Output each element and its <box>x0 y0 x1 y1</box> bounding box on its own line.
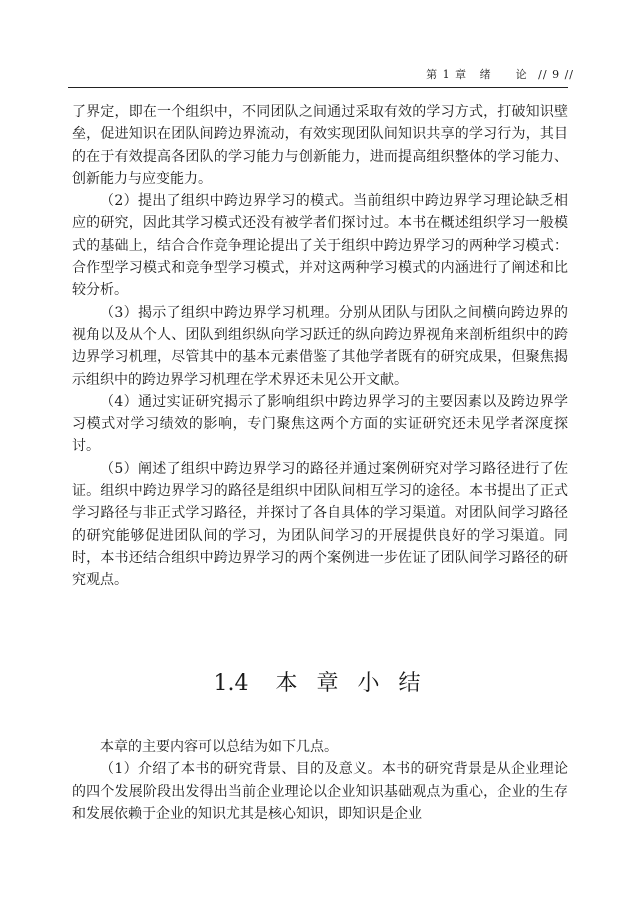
chapter-label: 第 1 章 <box>426 68 468 81</box>
paragraph-point-4: （4）通过实证研究揭示了影响组织中跨边界学习的主要因素以及跨边界学习模式对学习绩效的影响，专门聚焦这两个方面的实证研究还未见学者深度探讨。 <box>72 393 568 455</box>
main-text <box>72 101 568 592</box>
header-rule <box>68 87 568 88</box>
section-heading <box>72 666 568 697</box>
paragraph-point-5: （5）阐述了组织中跨边界学习的路径并通过案例研究对学习路径进行了佐证。组织中跨边界学习的路径是组织中团队间相互学习的途径。本书提出了正式学习路径与非正式学习路径，并探讨了各自具体的学习渠道。对团队间学习路径的研究能够促进团队间的学习，为团队间学习的开展提供良好的学习渠道。同时，本书还结合组织中跨边界学习的两个案例进一步佐证了团队间学习路径的研究观点。 <box>72 460 568 589</box>
summary-intro: 本章的主要内容可以总结为如下几点。 <box>100 739 338 755</box>
paragraph-point-2: （2）提出了组织中跨边界学习的模式。当前组织中跨边界学习理论缺乏相应的研究，因此其学习模式还没有被学者们探讨过。本书在概述组织学习一般模式的基础上，结合合作竞争理论提出了关于组织中跨边界学习的两种学习模式：合作型学习模式和竞争型学习模式，并对这两种学习模式的内涵进行了阐述和比较分析。 <box>72 193 568 299</box>
section-title: 本 章 小 结 <box>275 671 427 696</box>
summary-text <box>72 736 568 825</box>
paragraph-continued: 了界定，即在一个组织中，不同团队之间通过采取有效的学习方式，打破知识壁垒，促进知识在团队间跨边界流动，有效实现团队间知识共享的学习行为，其目的在于有效提高各团队的学习能力与创新能力，进而提高组织整体的学习能力、创新能力与应变能力。 <box>72 104 568 187</box>
summary-point-1: （1）介绍了本书的研究背景、目的及意义。本书的研究背景是从企业理论的四个发展阶段出发得出当前企业理论以企业知识基础观点为重心，企业的生存和发展依赖于企业的知识尤其是核心知识，即知识是企业 <box>72 761 568 822</box>
paragraph-point-3: （3）揭示了组织中跨边界学习机理。分别从团队与团队之间横向跨边界的视角以及从个人、团队到组织纵向学习跃迁的纵向跨边界视角来剖析组织中的跨边界学习机理，尽管其中的基本元素借鉴了其他学者既有的研究成果，但聚焦揭示组织中的跨边界学习机理在学术界还未见公开文献。 <box>72 304 568 388</box>
page-number: // 9 // <box>538 68 574 81</box>
running-header <box>426 66 574 82</box>
section-number: 1.4 <box>213 671 249 696</box>
chapter-title: 绪 论 <box>479 68 528 81</box>
